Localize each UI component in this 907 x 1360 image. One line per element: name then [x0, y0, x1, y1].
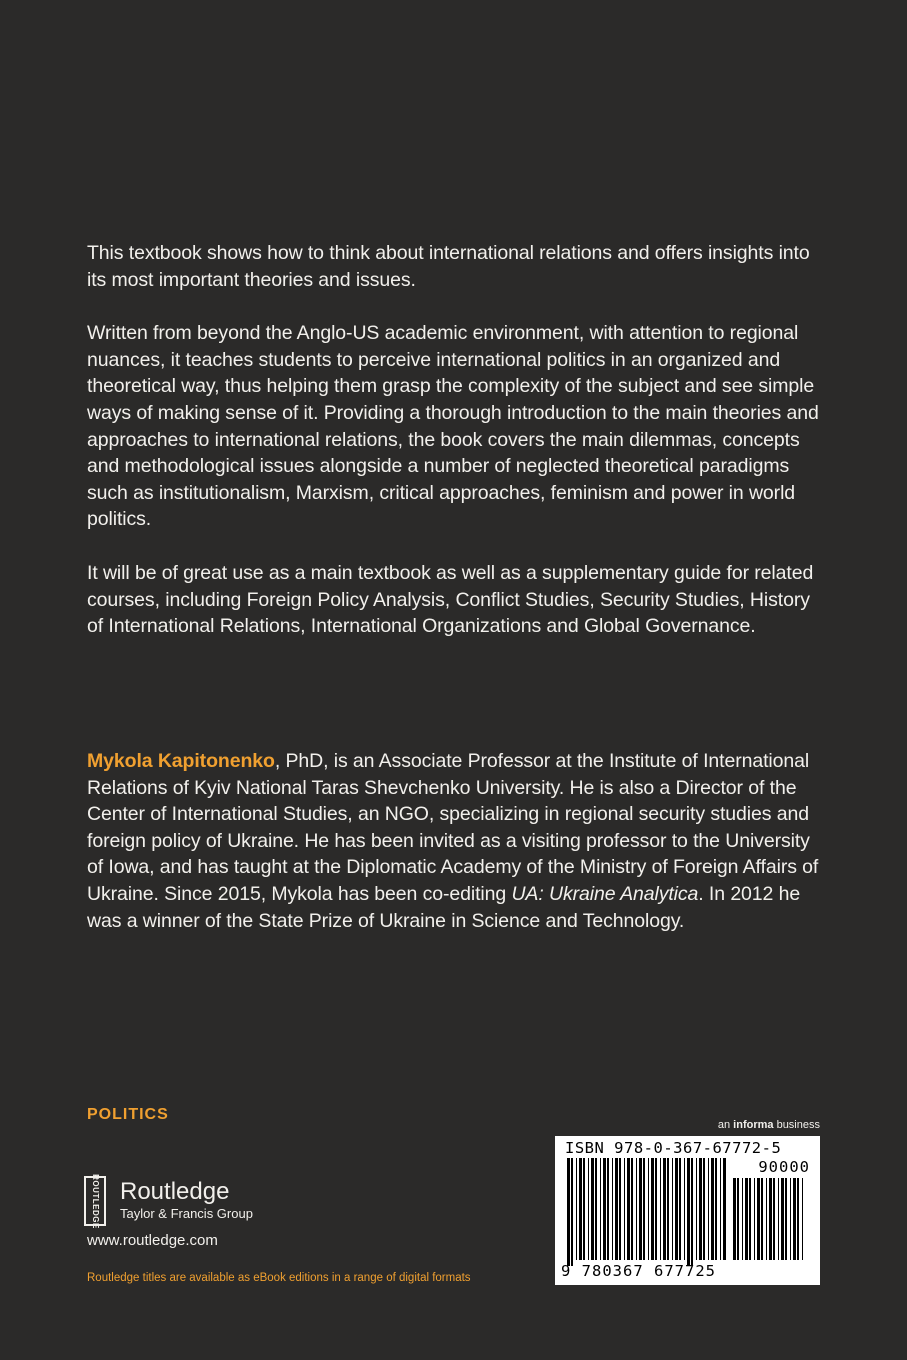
barcode-bar: [785, 1178, 787, 1260]
barcode-bar: [757, 1178, 760, 1260]
tagline-suffix: business: [773, 1119, 820, 1131]
barcode-bar: [766, 1178, 767, 1260]
barcode-bar: [660, 1158, 661, 1260]
barcode-bar: [679, 1158, 681, 1260]
barcode-bar: [619, 1158, 621, 1260]
author-name: Mykola Kapitonenko: [87, 750, 275, 772]
barcode-bar: [790, 1178, 791, 1260]
barcode-bar: [797, 1178, 799, 1260]
barcode-bar: [672, 1158, 673, 1260]
description-paragraph-2: Written from beyond the Anglo-US academic environment, with attention to regional nuances, it teaches students to perceive international politics in an organized and theoretical way, thus helping them grasp the complexity of the subject and see simple ways of making sense of it. Providing a thorough introduction to the main theories and approaches to international relations, the book covers the main dilemmas, concepts and methodological issues alongside a number of neglected theoretical paradigms such as institutionalism, Marxism, critical approaches, feminism and power in world politics.: [87, 322, 819, 531]
barcode-bar: [648, 1158, 649, 1260]
tagline-prefix: an: [717, 1119, 734, 1131]
barcode-bar: [711, 1158, 714, 1260]
barcode-bar: [591, 1158, 594, 1260]
barcode-bar: [708, 1158, 709, 1260]
barcode-bar: [639, 1158, 642, 1260]
author-bio: [87, 748, 827, 934]
barcode-bar: [663, 1158, 666, 1260]
logo-mark-text: ROUTLEDGE: [90, 1173, 100, 1229]
barcode-bar: [723, 1158, 726, 1260]
barcode-bar: [588, 1158, 589, 1260]
author-bio-paragraph: [87, 748, 827, 934]
barcode-bar: [684, 1158, 685, 1260]
barcode-bar: [703, 1158, 705, 1260]
barcode-bar: [603, 1158, 606, 1260]
barcode-bar: [624, 1158, 625, 1260]
isbn-text: ISBN 978-0-367-67772-5: [565, 1139, 782, 1157]
barcode-bar: [579, 1158, 582, 1260]
journal-title: UA: Ukraine Analytica: [511, 882, 699, 905]
barcode-bar: [600, 1158, 601, 1260]
barcode-bar: [737, 1178, 739, 1260]
barcode-bar: [720, 1158, 721, 1260]
barcode-bar: [742, 1178, 743, 1260]
barcode-bar: [749, 1178, 751, 1260]
barcode-bar: [733, 1178, 736, 1260]
barcode-bar: [607, 1158, 609, 1260]
barcode-bar: [651, 1158, 654, 1260]
book-description: [87, 240, 827, 667]
barcode-bar: [655, 1158, 657, 1260]
barcode-bar: [583, 1158, 585, 1260]
bio-text-part-2: . In 2012 he was a winner of the State Prize of Ukraine in Science and Technology.: [87, 882, 801, 932]
barcode-bar: [567, 1158, 570, 1266]
routledge-logo-icon: [84, 1173, 106, 1229]
barcode-bar: [696, 1158, 697, 1260]
informa-tagline: [718, 1119, 820, 1131]
barcode-bar: [745, 1178, 748, 1260]
logo-text: [120, 1179, 253, 1223]
barcode-bar: [769, 1178, 772, 1260]
bio-text-part-1: , PhD, is an Associate Professor at the Institute of International Relations of Kyiv National Taras Shevchenko University. He is also a Director of the Center of International Studies, an NGO, specializing in regional security studies and foreign policy of Ukraine. He has been invited as a visiting professor to the University of Iowa, and has taught at the Diplomatic Academy of the Ministry of Foreign Affairs of Ukraine. Since 2015, Mykola has been co-editing: [87, 750, 819, 905]
barcode-bar: [576, 1158, 577, 1260]
barcode-bar: [675, 1158, 678, 1260]
barcode-bar: [802, 1178, 803, 1260]
barcode-bar: [595, 1158, 597, 1260]
description-paragraph-1: This textbook shows how to think about international relations and offers insights into its most important theories and issues.: [87, 242, 810, 291]
ean-digits: 9 780367 677725: [561, 1262, 716, 1280]
publisher-group: Taylor & Francis Group: [120, 1206, 253, 1221]
publisher-logo: [84, 1173, 253, 1229]
barcode-bar: [761, 1178, 763, 1260]
barcode-bar: [793, 1178, 796, 1260]
barcode-bar: [571, 1158, 573, 1266]
barcode-bar: [715, 1158, 717, 1260]
tagline-bold: informa: [733, 1119, 774, 1131]
barcode-bar: [773, 1178, 775, 1260]
barcode-bar: [754, 1178, 755, 1260]
publisher-name: Routledge: [120, 1178, 230, 1205]
barcode-bar: [778, 1178, 779, 1260]
barcode-bar: [636, 1158, 637, 1260]
ebook-note: Routledge titles are available as eBook editions in a range of digital formats: [87, 1272, 471, 1284]
barcode-bar: [781, 1178, 784, 1260]
barcode-bar: [691, 1158, 693, 1266]
barcode-bar: [612, 1158, 613, 1260]
barcode-bar: [687, 1158, 690, 1266]
barcode-bar: [615, 1158, 618, 1260]
barcode-bar: [667, 1158, 669, 1260]
price-code: 90000: [758, 1158, 810, 1176]
barcode-bar: [699, 1158, 702, 1260]
subject-category: POLITICS: [87, 1106, 169, 1123]
publisher-website: www.routledge.com: [87, 1232, 218, 1249]
barcode-bar: [631, 1158, 633, 1260]
isbn-barcode: [555, 1136, 820, 1285]
barcode-bar: [627, 1158, 630, 1260]
barcode-bar: [643, 1158, 645, 1260]
description-paragraph-3: It will be of great use as a main textbook as well as a supplementary guide for related courses, including Foreign Policy Analysis, Conflict Studies, Security Studies, History of International Relations, International Organizations and Global Governance.: [87, 561, 814, 638]
